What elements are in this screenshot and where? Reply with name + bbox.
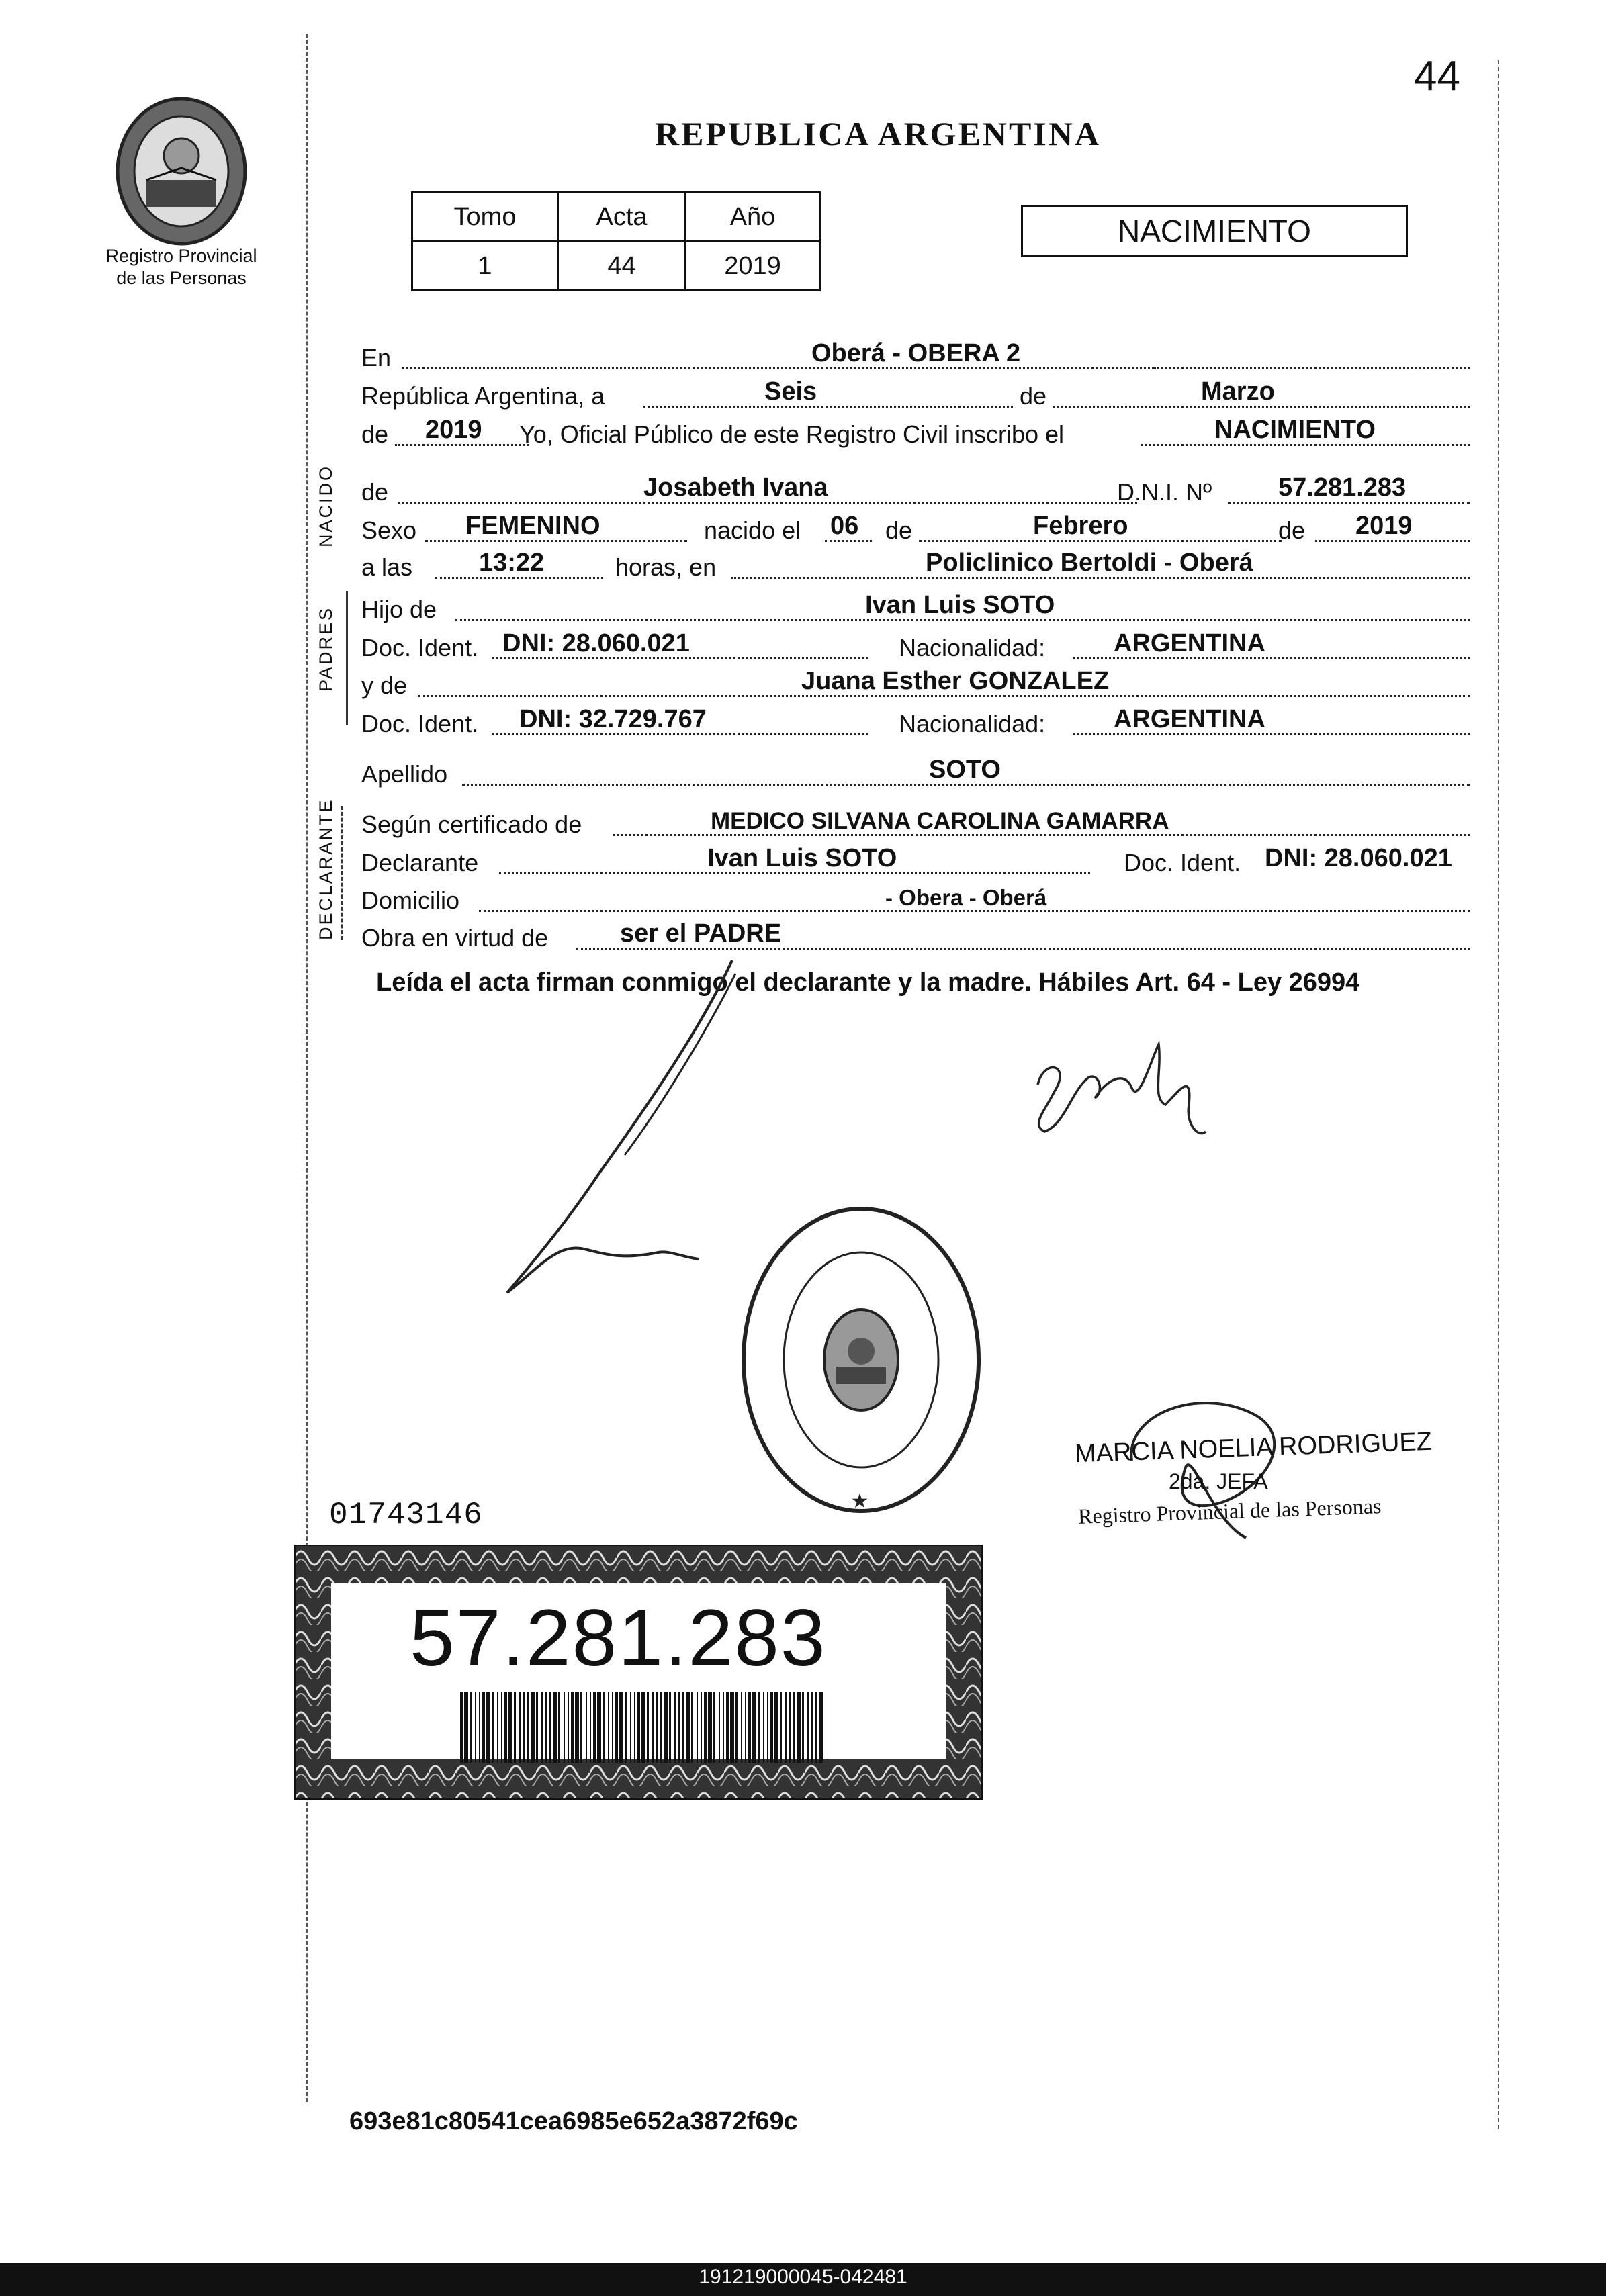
row-fecha-registro: [361, 374, 1466, 414]
row-domicilio: [361, 878, 1466, 919]
barcode-bar: [713, 1692, 715, 1763]
barcode-bar: [678, 1692, 680, 1763]
label-doc: Doc. Ident.: [361, 634, 479, 661]
value-madre-nac: ARGENTINA: [1114, 705, 1265, 733]
label-doc: Doc. Ident.: [361, 710, 479, 737]
acta-header-anio: Año: [686, 193, 820, 242]
barcode-bar: [603, 1692, 605, 1763]
value-padre-nac: ARGENTINA: [1114, 629, 1265, 657]
barcode-bar: [741, 1692, 742, 1763]
document-hash: 693e81c80541cea6985e652a3872f69c: [349, 2107, 798, 2136]
row-en: [361, 336, 1466, 376]
label-oficial: Yo, Oficial Público de este Registro Civil inscribo el: [519, 420, 1065, 448]
seal-caption-line: Registro Provincial: [105, 246, 257, 266]
right-margin-line: [1498, 60, 1499, 2129]
row-inscripcion: [361, 412, 1466, 453]
label-republica: República Argentina, a: [361, 382, 605, 410]
barcode-bar: [470, 1692, 472, 1763]
row-apellido: [361, 752, 1466, 792]
mother-signature: [1024, 1031, 1212, 1145]
label-hora: a las: [361, 553, 413, 581]
seal-caption: [81, 245, 282, 289]
label-domicilio: Domicilio: [361, 886, 460, 914]
side-label-nacido: NACIDO: [316, 464, 336, 547]
barcode-bar: [748, 1692, 751, 1763]
barcode-bar: [669, 1692, 671, 1763]
barcode-bar: [553, 1692, 557, 1763]
barcode-bar: [780, 1692, 782, 1763]
barcode-bar: [460, 1692, 463, 1763]
document-type-box: NACIMIENTO: [1021, 205, 1408, 257]
label-sexo: Sexo: [361, 516, 417, 544]
barcode-bar: [597, 1692, 601, 1763]
barcode-bar: [475, 1692, 476, 1763]
label-nacionalidad: Nacionalidad:: [899, 710, 1046, 737]
barcode-bar: [492, 1692, 494, 1763]
row-sexo: [361, 508, 1466, 549]
acta-value-tomo: 1: [412, 242, 558, 291]
label-declarante: Declarante: [361, 849, 479, 876]
value-dni: 57.281.283: [1278, 473, 1407, 502]
barcode-bar: [641, 1692, 645, 1763]
label-de: de: [1278, 516, 1306, 544]
barcode-bar: [789, 1692, 791, 1763]
barcode-bar: [630, 1692, 631, 1763]
value-dia: Seis: [764, 377, 817, 406]
barcode-bar: [508, 1692, 512, 1763]
barcode-bar: [697, 1692, 698, 1763]
barcode-bar: [745, 1692, 746, 1763]
row-certificado: [361, 802, 1466, 843]
value-nac-mes: Febrero: [1033, 512, 1128, 540]
dni-panel-number: 57.281.283: [410, 1593, 827, 1683]
side-label-padres: PADRES: [316, 606, 336, 692]
legal-text: Leída el acta firman conmigo el declarante y la madre. Hábiles Art. 64 - Ley 26994: [376, 968, 1360, 997]
value-lugar-nacimiento: Policlinico Bertoldi - Oberá: [926, 549, 1253, 577]
value-anio: 2019: [425, 416, 482, 444]
value-sexo: FEMENINO: [465, 512, 600, 540]
barcode-bar: [571, 1692, 574, 1763]
value-nombre: Josabeth Ivana: [643, 473, 828, 502]
barcode-bar: [811, 1692, 813, 1763]
page-number: 44: [1414, 53, 1460, 99]
label-de: de: [1020, 382, 1047, 410]
label-nacionalidad: Nacionalidad:: [899, 634, 1046, 661]
serial-number: 01743146: [329, 1498, 483, 1532]
barcode-bar: [504, 1692, 507, 1763]
barcode-bar: [464, 1692, 468, 1763]
label-nombre: de: [361, 478, 389, 506]
barcode-bar: [656, 1692, 658, 1763]
barcode-bar: [819, 1692, 823, 1763]
row-obra: [361, 916, 1466, 956]
label-doc: Doc. Ident.: [1124, 849, 1241, 876]
signatory-name: MARCIA NOELIA RODRIGUEZ: [1074, 1427, 1433, 1469]
label-en: En: [361, 344, 392, 371]
svg-text:★: ★: [850, 1489, 869, 1513]
label-de: de: [885, 516, 913, 544]
label-horas: horas, en: [615, 553, 717, 581]
barcode-bar: [701, 1692, 702, 1763]
barcode-bar: [486, 1692, 490, 1763]
barcode-bar: [549, 1692, 551, 1763]
barcode-bar: [708, 1692, 712, 1763]
barcode-bar: [797, 1692, 801, 1763]
label-hijo: Hijo de: [361, 596, 437, 623]
value-domicilio: - Obera - Oberá: [885, 885, 1047, 910]
barcode-bar: [568, 1692, 569, 1763]
value-apellido: SOTO: [929, 755, 1001, 784]
label-apellido: Apellido: [361, 760, 448, 788]
barcode-bar: [615, 1692, 618, 1763]
value-obra: ser el PADRE: [620, 919, 782, 948]
barcode-bar: [719, 1692, 720, 1763]
declarant-signature: [497, 954, 752, 1303]
barcode-bar: [586, 1692, 587, 1763]
barcode-bar: [793, 1692, 795, 1763]
acta-table: [411, 191, 821, 291]
barcode-bar: [758, 1692, 760, 1763]
barcode: [460, 1692, 826, 1763]
barcode-bar: [545, 1692, 547, 1763]
barcode-bar: [497, 1692, 498, 1763]
value-mes: Marzo: [1201, 377, 1275, 406]
barcode-bar: [774, 1692, 778, 1763]
value-nac-anio: 2019: [1355, 512, 1413, 540]
barcode-bar: [704, 1692, 707, 1763]
province-seal-logo: [107, 94, 255, 248]
barcode-bar: [686, 1692, 690, 1763]
page-title: REPUBLICA ARGENTINA: [655, 115, 1102, 152]
seal-caption-line: de las Personas: [116, 268, 247, 288]
barcode-bar: [770, 1692, 773, 1763]
acta-value-anio: 2019: [686, 242, 820, 291]
barcode-bar: [785, 1692, 787, 1763]
padres-bracket: [346, 591, 348, 725]
acta-header-tomo: Tomo: [412, 193, 558, 242]
barcode-bar: [527, 1692, 529, 1763]
barcode-bar: [767, 1692, 768, 1763]
barcode-bar: [691, 1692, 693, 1763]
acta-header-acta: Acta: [558, 193, 686, 242]
barcode-bar: [723, 1692, 724, 1763]
footer-code: 191219000045-042481: [699, 2266, 907, 2288]
barcode-bar: [558, 1692, 560, 1763]
barcode-bar: [619, 1692, 623, 1763]
value-inscripcion: NACIMIENTO: [1214, 416, 1376, 444]
barcode-bar: [612, 1692, 613, 1763]
barcode-bar: [652, 1692, 654, 1763]
declarante-bracket: [341, 806, 343, 940]
official-stamp: [735, 1202, 987, 1518]
signatory-role: 2da. JEFA: [1169, 1469, 1268, 1494]
value-madre-doc: DNI: 32.729.767: [519, 705, 707, 733]
row-madre-doc: [361, 702, 1466, 742]
barcode-bar: [730, 1692, 734, 1763]
barcode-bar: [634, 1692, 635, 1763]
label-dni: D.N.I. Nº: [1117, 478, 1212, 506]
barcode-bar: [590, 1692, 591, 1763]
value-madre: Juana Esther GONZALEZ: [801, 667, 1110, 695]
side-label-declarante: DECLARANTE: [316, 798, 336, 940]
barcode-bar: [664, 1692, 668, 1763]
value-padre-doc: DNI: 28.060.021: [502, 629, 690, 657]
value-padre: Ivan Luis SOTO: [865, 591, 1055, 619]
row-hora: [361, 545, 1466, 586]
barcode-bar: [735, 1692, 738, 1763]
barcode-bar: [501, 1692, 502, 1763]
barcode-bar: [752, 1692, 756, 1763]
row-padre-doc: [361, 626, 1466, 666]
barcode-bar: [482, 1692, 485, 1763]
barcode-bar: [682, 1692, 684, 1763]
barcode-bar: [531, 1692, 535, 1763]
value-declarante: Ivan Luis SOTO: [707, 844, 897, 872]
barcode-bar: [660, 1692, 662, 1763]
label-yde: y de: [361, 672, 408, 699]
row-madre: [361, 663, 1466, 704]
barcode-bar: [674, 1692, 676, 1763]
signatory-office: Registro Provincial de las Personas: [1077, 1494, 1382, 1528]
barcode-bar: [802, 1692, 804, 1763]
barcode-bar: [575, 1692, 579, 1763]
value-declarante-doc: DNI: 28.060.021: [1265, 844, 1452, 872]
label-certificado: Según certificado de: [361, 811, 582, 838]
row-declarante: [361, 841, 1466, 881]
row-nombre: [361, 470, 1466, 510]
label-obra: Obra en virtud de: [361, 924, 549, 952]
value-certificado: MEDICO SILVANA CAROLINA GAMARRA: [711, 808, 1169, 834]
barcode-bar: [523, 1692, 525, 1763]
acta-value-acta: 44: [558, 242, 686, 291]
barcode-bar: [514, 1692, 516, 1763]
row-hijo: [361, 588, 1466, 628]
barcode-bar: [536, 1692, 538, 1763]
value-lugar-registro: Oberá - OBERA 2: [811, 339, 1021, 367]
barcode-bar: [564, 1692, 565, 1763]
value-nac-dia: 06: [830, 512, 859, 540]
barcode-bar: [541, 1692, 543, 1763]
value-hora: 13:22: [479, 549, 545, 577]
label-nacido: nacido el: [704, 516, 801, 544]
barcode-bar: [625, 1692, 627, 1763]
barcode-bar: [815, 1692, 817, 1763]
barcode-bar: [647, 1692, 649, 1763]
barcode-bar: [519, 1692, 521, 1763]
label-de-year: de: [361, 420, 389, 448]
barcode-bar: [593, 1692, 596, 1763]
barcode-bar: [608, 1692, 609, 1763]
barcode-bar: [580, 1692, 582, 1763]
barcode-bar: [637, 1692, 640, 1763]
barcode-bar: [763, 1692, 764, 1763]
barcode-bar: [726, 1692, 729, 1763]
barcode-bar: [807, 1692, 809, 1763]
barcode-bar: [479, 1692, 480, 1763]
